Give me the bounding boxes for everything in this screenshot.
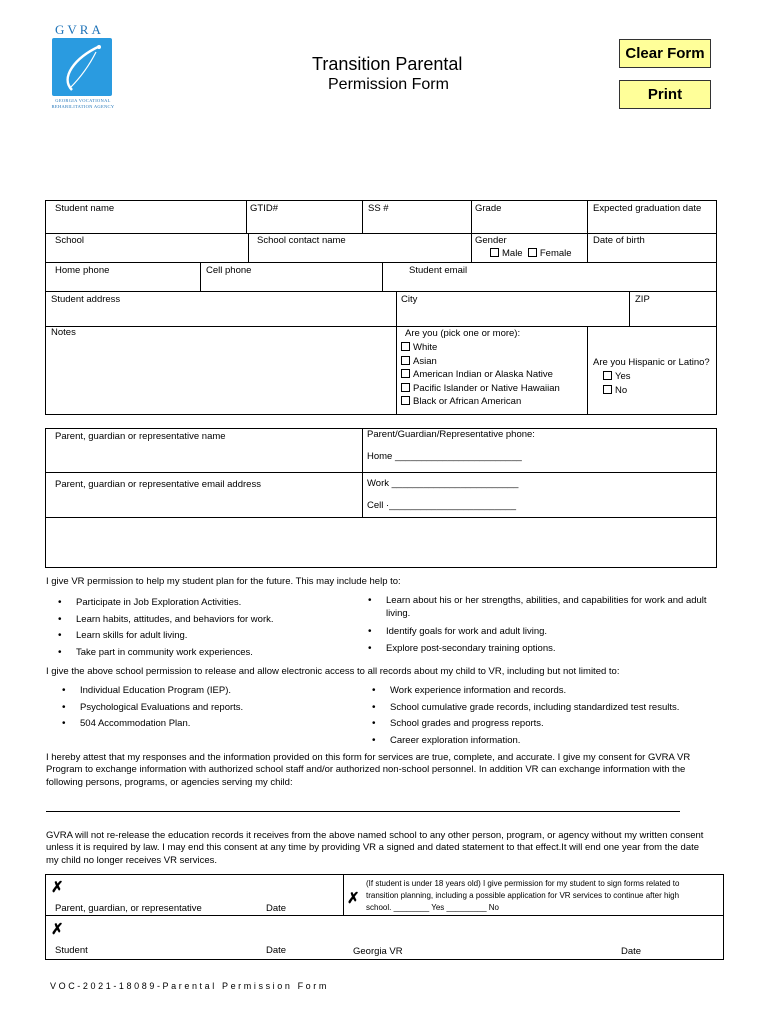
parent-email-label: Parent, guardian or representative email address (55, 479, 261, 490)
records-list-right (360, 683, 720, 749)
list-item: • 504 Accommodation Plan. (50, 716, 350, 733)
male-checkbox[interactable] (490, 248, 499, 257)
student-date-label[interactable]: Date (266, 945, 287, 956)
hispanic-prompt: Are you Hispanic or Latino? (593, 357, 710, 368)
race-checkbox[interactable] (401, 396, 410, 405)
male-label: Male (502, 248, 523, 259)
parent-cell-phone-field[interactable]: Cell ·________________________ (367, 500, 516, 511)
list-item: • Work experience information and records. (360, 683, 720, 700)
race-prompt: Are you (pick one or more): (405, 328, 521, 339)
gtid-label: GTID# (250, 203, 278, 214)
form-footer-id: VOC-2021-18089-Parental Permission Form (50, 981, 329, 991)
rerelease-text: GVRA will not re-release the education records it receives from the above named school to any other person, program, or agency without my written consent unless it is required by law. I may end this consent at any time by providing VR a signed and dated statement to that effect.It will end one year from the date my child no longer receives VR services. (46, 830, 704, 866)
gvra-logo (52, 38, 112, 96)
city-label: City (401, 294, 418, 305)
ss-label: SS # (368, 203, 389, 214)
logo-subtext: GEORGIA VOCATIONAL REHABILITATION AGENCY (51, 98, 115, 109)
list-item: • Take part in community work experiences. (46, 645, 366, 662)
logo-swoosh-icon (52, 38, 112, 96)
help-list-left (46, 595, 366, 661)
list-item: • Career exploration information. (360, 733, 720, 750)
hispanic-no-checkbox[interactable] (603, 385, 612, 394)
help-list-right (356, 595, 711, 657)
clear-form-button[interactable]: Clear Form (619, 39, 711, 68)
print-button[interactable]: Print (619, 80, 711, 109)
hispanic-yes-checkbox[interactable] (603, 371, 612, 380)
student-signature-x-icon: ✗ (51, 921, 64, 938)
parent-name-label: Parent, guardian or representative name (55, 431, 226, 442)
female-checkbox[interactable] (528, 248, 537, 257)
student-signature-label[interactable]: Student (55, 945, 88, 956)
page-subtitle: Permission Form (328, 76, 449, 93)
race-option[interactable]: Black or African American (401, 395, 560, 409)
list-item: • School cumulative grade records, including standardized test results. (360, 700, 720, 717)
notes-label: Notes (51, 327, 76, 338)
student-email-label: Student email (409, 265, 468, 276)
parent-signature-x-icon: ✗ (51, 879, 64, 896)
attestation-text: I hereby attest that my responses and the information provided on this form for services are true, complete, and accurate. I give my consent for GVRA VR Program to exchange information with authorized school staff and/or authorized non-school personnel. In addition VR can exchange information with the following persons, programs, or agencies serving my child: (46, 752, 691, 788)
student-address-label: Student address (51, 294, 121, 305)
parent-date-label[interactable]: Date (266, 903, 287, 914)
dob-label: Date of birth (593, 235, 645, 246)
under18-x-icon: ✗ (347, 890, 360, 907)
cell-phone-label: Cell phone (206, 265, 252, 276)
race-checkbox[interactable] (401, 342, 410, 351)
list-item: • School grades and progress reports. (360, 716, 720, 733)
release-intro: I give the above school permission to release and allow electronic access to all records about my child to VR, including but not limited to: (46, 666, 620, 677)
list-item: • Learn skills for adult living. (46, 628, 366, 645)
race-options (401, 341, 560, 409)
gender-options (490, 248, 572, 259)
logo-text: GVRA (55, 22, 104, 37)
list-item: • Participate in Job Exploration Activities. (46, 595, 366, 612)
list-item: • Individual Education Program (IEP). (50, 683, 350, 700)
race-option[interactable]: Pacific Islander or Native Hawaiian (401, 382, 560, 396)
parent-work-phone-field[interactable]: Work ________________________ (367, 478, 519, 489)
list-item: • Learn about his or her strengths, abilities, and capabilities for work and adult living. (356, 595, 711, 620)
under18-line: transition planning, including a possible application for VR services to continue after high (366, 891, 680, 900)
race-checkbox[interactable] (401, 356, 410, 365)
list-item: • Identify goals for work and adult living. (356, 624, 711, 641)
under18-line: (If student is under 18 years old) I give permission for my student to sign forms related to (366, 879, 680, 888)
race-option[interactable]: White (401, 341, 560, 355)
race-checkbox[interactable] (401, 369, 410, 378)
school-label: School (55, 235, 85, 246)
gender-label: Gender (475, 235, 507, 246)
home-phone-label: Home phone (55, 265, 110, 276)
under18-permission (366, 878, 679, 914)
parent-signature-label[interactable]: Parent, guardian, or representative (55, 903, 202, 914)
permission-intro: I give VR permission to help my student plan for the future. This may include help to: (46, 576, 401, 587)
georgia-vr-signature-label[interactable]: Georgia VR (353, 946, 403, 957)
list-item: • Explore post-secondary training options. (356, 641, 711, 658)
parent-home-phone-field[interactable]: Home ________________________ (367, 451, 522, 462)
under18-yes-no[interactable]: school. ________ Yes _________ No (366, 903, 500, 912)
race-checkbox[interactable] (401, 383, 410, 392)
list-item: • Psychological Evaluations and reports. (50, 700, 350, 717)
race-option[interactable]: American Indian or Alaska Native (401, 368, 560, 382)
school-contact-label: School contact name (257, 235, 346, 246)
georgia-vr-date-label[interactable]: Date (621, 946, 642, 957)
student-name-label: Student name (55, 203, 115, 214)
records-list-left (50, 683, 350, 733)
parent-phone-label: Parent/Guardian/Representative phone: (367, 429, 535, 440)
zip-label: ZIP (635, 294, 650, 305)
race-option[interactable]: Asian (401, 355, 560, 369)
female-label: Female (539, 248, 572, 259)
grade-label: Grade (475, 203, 502, 214)
list-item: • Learn habits, attitudes, and behaviors for work. (46, 612, 366, 629)
hispanic-options: Yes No (603, 370, 631, 397)
persons-agencies-line[interactable] (46, 811, 680, 812)
graduation-date-label: Expected graduation date (593, 203, 702, 214)
page-title: Transition Parental (312, 54, 463, 74)
parent-info-table (45, 428, 717, 568)
